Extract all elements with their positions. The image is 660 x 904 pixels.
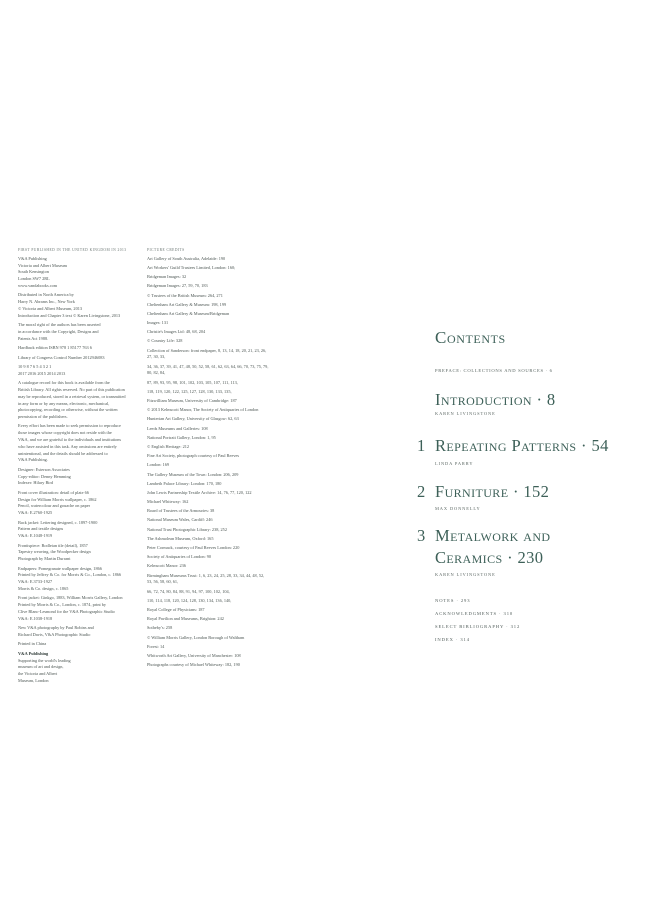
publisher-line: the Victoria and Albert [18, 671, 58, 677]
imprint-block [18, 543, 144, 563]
picture-credit-line: © Trustees of the British Museum: 264, 271 [147, 292, 223, 298]
picture-credit-line: 118, 119, 120, 122, 125, 127, 128, 130, 133, 135, [147, 388, 232, 394]
picture-credit-line: © English Heritage: 212 [147, 443, 190, 449]
picture-credit-line: Photographs courtesy of Michael Whiteway: 182, 190 [147, 662, 240, 668]
picture-credit-line: Birmingham Museums Trust: 1, 6, 23, 24, 25, 28, 33, 34, 44, 48, 52, 53, 56, 58, 60, 61, [147, 572, 265, 585]
picture-credit-line: © Country Life: 328 [147, 338, 183, 344]
publisher-name: V&A Publishing [18, 650, 49, 656]
contents-title: Contents [435, 328, 506, 347]
imprint-line: South Kensington [18, 269, 49, 275]
imprint-line: Distributed in North America by [18, 292, 74, 298]
picture-credit-line: 110, 114, 118, 120, 124, 128, 130, 134, 136, 140, [147, 597, 232, 603]
imprint-block [18, 364, 144, 378]
picture-credit-line: Hunterian Art Gallery, University of Glasgow: 62, 63 [147, 416, 239, 422]
toc-entry-title: Metalwork and [435, 526, 551, 545]
toc-entry-author: MAX DONNELLY [435, 506, 481, 511]
imprint-block [18, 641, 144, 648]
imprint-line: V&A: E.1038-1918 [18, 615, 53, 621]
imprint-line: Richard Davis, V&A Photographic Studio [18, 631, 91, 637]
picture-credit-line: Michael Whiteway: 162 [147, 499, 189, 505]
picture-credit-line: The Ashmolean Museum, Oxford: 165 [147, 535, 214, 541]
imprint-line: Every effort has been made to seek permission to reproduce [18, 423, 121, 429]
imprint-block [18, 345, 144, 352]
picture-credit-line: Forest: 14 [147, 643, 165, 649]
imprint-line: in any form or by any means, electronic, mechanical, [18, 400, 110, 406]
publisher-line: Museum, London [18, 677, 49, 683]
imprint-line: Indexer: Hilary Bird [18, 480, 54, 486]
toc-entry-title: Repeating Patterns · 54 [435, 436, 609, 455]
imprint-line: Clive Blanc-Lesmond for the V&A Photographic Studio [18, 608, 115, 614]
imprint-line: in accordance with the Copyright, Designs and [18, 328, 99, 334]
imprint-block [18, 595, 144, 622]
picture-credit-line: Sotheby's: 258 [147, 625, 173, 631]
imprint-line: V&A Publishing. [18, 457, 48, 463]
imprint-line: Morris & Co. design, c. 1865 [18, 585, 69, 591]
picture-credit-line: Fine Art Society, photograph courtesy of Paul Reeves [147, 453, 240, 459]
preface-entry: PREFACE: COLLECTIONS AND SOURCES · 6 [435, 368, 553, 373]
toc-index: INDEX · 314 [435, 637, 470, 642]
imprint-line: V&A: E.1048-1919 [18, 533, 53, 539]
imprint-line: Tapestry weaving, the Woodpecker design [18, 549, 91, 555]
toc-bibliography: SELECT BIBLIOGRAPHY · 312 [435, 624, 521, 629]
picture-credit-line: Bridgeman Images: 32 [147, 274, 187, 280]
picture-credit-line: The Gallery Museum of the Town: London: 206, 209 [147, 471, 239, 477]
imprint-line: who have assisted in this task. Any omissions are entirely [18, 443, 117, 449]
picture-credit-line: John Lewis Partnership Textile Archive: 14, 76, 77, 120, 122 [147, 489, 252, 495]
imprint-line: those images whose copyright does not reside with the [18, 430, 112, 436]
picture-credit-line: Board of Trustees of the Armouries: 38 [147, 508, 215, 514]
imprint-line: Pencil, watercolour and gouache on paper [18, 503, 91, 509]
picture-credit-line: Art Workers' Guild Trustees Limited, London: 160; [147, 264, 236, 270]
picture-credit-line: National Museum Wales, Cardiff: 246 [147, 517, 213, 523]
imprint-line: Library of Congress Control Number 2012946083 [18, 354, 105, 360]
imprint-line: Harry N. Abrams Inc., New York [18, 299, 75, 305]
imprint-line: 10 9 8 7 6 5 4 3 2 1 [18, 363, 52, 369]
imprint-line: Back jacket: Lettering designed, c. 1897-1900 [18, 519, 98, 525]
picture-credit-line: 34, 36, 37, 39, 41, 47, 48, 50, 52, 58, 61, 62, 63, 64, 66, 70, 73, 75, 79, 80, 82, 84, [147, 363, 269, 376]
imprint-line: Designer: Esterson Associates [18, 466, 70, 472]
imprint-block [18, 625, 144, 639]
imprint-line: New V&A photography by Paul Robins and [18, 625, 94, 631]
picture-credit-line: Images: 131 [147, 320, 169, 326]
imprint-line: V&A, and we are grateful to the individuals and institutions [18, 437, 122, 443]
imprint-line: permission of the publishers. [18, 414, 68, 420]
imprint-line: Front jacket: Ginkgo, 1883, William Morris Gallery, London [18, 595, 123, 601]
toc-acknowledgments: ACKNOWLEDGMENTS · 310 [435, 611, 514, 616]
imprint-line: Endpapers: Pomegranate wallpaper design, 1866 [18, 565, 102, 571]
imprint-block [18, 467, 144, 487]
imprint-block [18, 566, 144, 593]
toc-entry-author: KAREN LIVINGSTONE [435, 411, 496, 416]
imprint-line: London SW7 2RL [18, 276, 50, 282]
imprint-line: Photograph by Martin Durrant [18, 556, 71, 562]
picture-credit-line: Fitzwilliam Museum, University of Cambridge: 187 [147, 398, 237, 404]
picture-credit-line: London: 169 [147, 462, 170, 468]
toc-entry-title: Introduction · 8 [435, 390, 556, 409]
imprint-line: Design for William Morris wallpaper, c. 1862 [18, 496, 97, 502]
imprint-line: Printed in China [18, 641, 47, 647]
imprint-column [18, 247, 144, 687]
picture-credit-line: © 2013 Kelmscott Manor, The Society of Antiquaries of London [147, 407, 259, 413]
imprint-blocks [18, 256, 144, 648]
picture-credit-line: Lambeth Palace Library: London: 170, 180 [147, 480, 222, 486]
toc-entry-author: LINDA PARRY [435, 461, 474, 466]
imprint-block [18, 322, 144, 342]
imprint-line: The moral right of the authors has been asserted [18, 322, 101, 328]
picture-credit-line: © William Morris Gallery, London Borough of Waltham [147, 634, 245, 640]
picture-credit-line: Cheltenham Art Gallery & Museum/Bridgeman [147, 310, 230, 316]
imprint-line: unintentional, and the details should be addressed to [18, 450, 108, 456]
picture-credit-line: National Portrait Gallery, London: 1, 95 [147, 434, 216, 440]
imprint-line: British Library. All rights reserved. No part of this publication [18, 386, 125, 392]
picture-credit-line: 66, 72, 74, 80, 84, 88, 91, 94, 97, 100, 102, 104, [147, 588, 230, 594]
publisher-line: museum of art and design, [18, 664, 64, 670]
imprint-line: Copy-editor: Denny Hemming [18, 473, 71, 479]
imprint-line: Frontispiece: Bodleian tile (detail), 1857 [18, 542, 88, 548]
toc-entry-number: 1 [417, 436, 426, 455]
imprint-line: A catalogue record for this book is available from the [18, 380, 110, 386]
picture-credit-line: Whitworth Art Gallery, University of Manchester: 108 [147, 652, 241, 658]
imprint-block [18, 256, 144, 290]
toc-entry-number: 2 [417, 482, 426, 501]
imprint-line: V&A: E.2760-1925 [18, 510, 53, 516]
imprint-line: V&A: E.3733-1927 [18, 579, 53, 585]
picture-credits-list [147, 256, 269, 669]
picture-credit-line: Royal Pavilion and Museums, Brighton: 242 [147, 616, 224, 622]
publisher-lines [18, 658, 144, 685]
imprint-heading: FIRST PUBLISHED IN THE UNITED KINGDOM IN 2013 [18, 248, 127, 252]
imprint-line: may be reproduced, stored in a retrieval system, or transmitted [18, 393, 126, 399]
picture-credit-line: Royal College of Physicians: 187 [147, 606, 205, 612]
picture-credit-line: Collection of Sanderson: front endpaper, 8, 13, 14, 18, 20, 21, 23, 26, 27, 30, 33, [147, 347, 267, 360]
toc-notes: NOTES · 293 [435, 598, 471, 603]
picture-credit-line: Art Gallery of South Australia, Adelaide: 190 [147, 255, 226, 261]
toc-entry-number: 3 [417, 526, 426, 545]
picture-credit-line: National Trust Photographic Library: 238, 252 [147, 526, 227, 532]
imprint-block [18, 380, 144, 421]
picture-credit-line: 87, 89, 93, 95, 98, 101, 102, 103, 105, 107, 111, 113, [147, 379, 238, 385]
toc-entry-author: KAREN LIVINGSTONE [435, 572, 496, 577]
picture-credit-line: Leeds Museums and Galleries: 108 [147, 425, 208, 431]
imprint-block [18, 292, 144, 319]
imprint-line: Printed by Morris & Co., London, c. 1874, print by [18, 602, 107, 608]
imprint-block [18, 423, 144, 464]
toc-entry-title: Furniture · 152 [435, 482, 550, 501]
picture-credit-line: Bridgeman Images: 27, 59, 70, 183 [147, 283, 208, 289]
picture-credit-line: Society of Antiquaries of London: 90 [147, 554, 212, 560]
imprint-line: Pattern and textile designs [18, 526, 64, 532]
picture-credit-line: Cheltenham Art Gallery & Museum: 198, 199 [147, 301, 227, 307]
imprint-line: Victoria and Albert Museum [18, 262, 68, 268]
imprint-line: Patents Act 1988. [18, 335, 49, 341]
imprint-block [18, 520, 144, 540]
imprint-line: Front cover illustration: detail of plate 66 [18, 489, 89, 495]
imprint-block [18, 490, 144, 517]
imprint-line: © Victoria and Albert Museum, 2013 [18, 305, 83, 311]
publisher-line: Supporting the world's leading [18, 657, 71, 663]
picture-credit-line: Peter Cormack, courtesy of Paul Reeves London: 220 [147, 545, 240, 551]
picture-credit-line: Kelmscott Manor: 236 [147, 563, 186, 569]
imprint-line: Printed by Jeffrey & Co. for Morris & Co., London, c. 1866 [18, 572, 122, 578]
imprint-line: V&A Publishing [18, 255, 47, 261]
imprint-line: 2017 2016 2015 2014 2013 [18, 370, 66, 376]
imprint-block [18, 355, 144, 362]
toc-entry-title-line2: Ceramics · 230 [435, 548, 544, 567]
imprint-line: photocopying, recording or otherwise, without the written [18, 407, 118, 413]
picture-credits-column [147, 247, 269, 671]
picture-credit-line: Christie's Images Ltd: 48, 68, 204 [147, 329, 206, 335]
imprint-line: www.vandabooks.com [18, 282, 58, 288]
picture-credits-heading: PICTURE CREDITS [147, 248, 185, 252]
imprint-line: Hardback edition ISBN 978 1 85177 763 6 [18, 345, 92, 351]
imprint-line: Introduction and Chapter 3 text © Karen Livingstone, 2013 [18, 312, 121, 318]
publisher-block [18, 651, 144, 685]
